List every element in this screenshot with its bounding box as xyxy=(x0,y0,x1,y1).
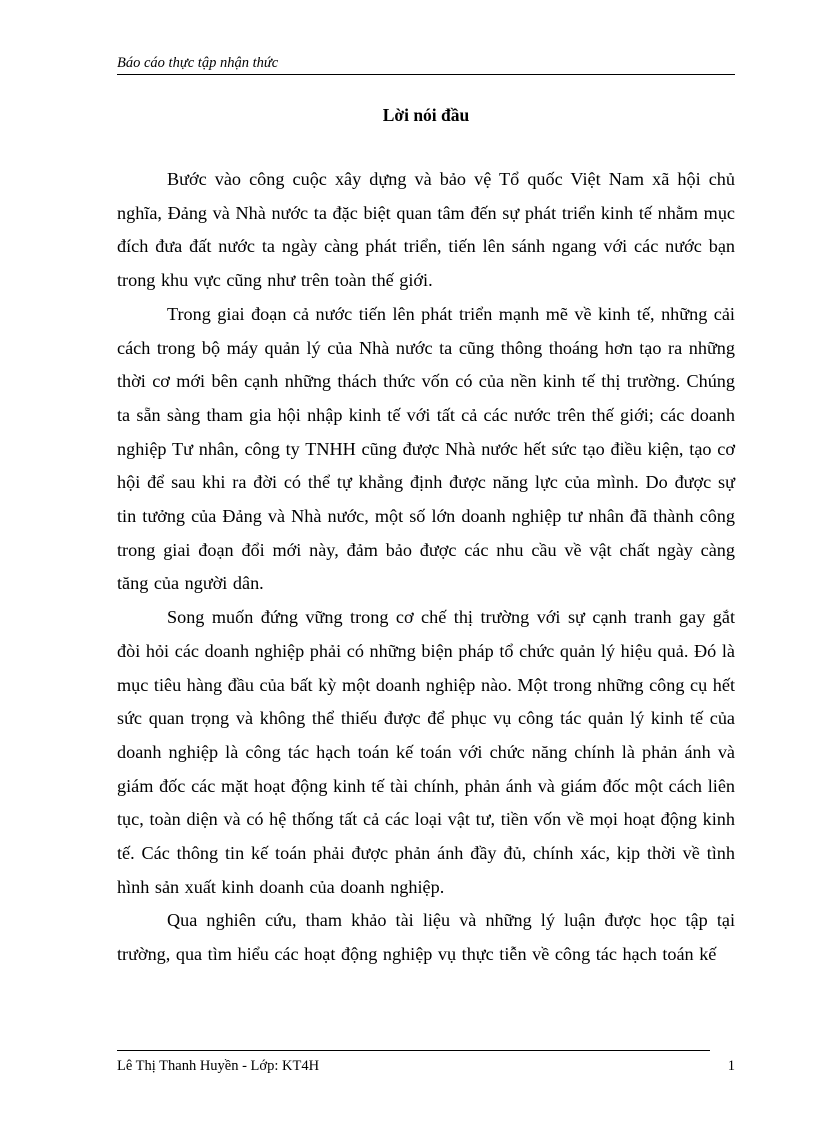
paragraph-1: Bước vào công cuộc xây dựng và bảo vệ Tổ quốc Việt Nam xã hội chủ nghĩa, Đảng và Nhà nước ta đặc biệt quan tâm đến sự phát triển kinh tế nhằm mục đích đưa đất nước ta ngày càng phát triển, tiến lên sánh ngang với các nước bạn trong khu vực cũng như trên toàn thế giới. xyxy=(117,169,735,291)
running-title: Báo cáo thực tập nhận thức xyxy=(117,55,279,71)
paragraph-3: Song muốn đứng vững trong cơ chế thị trường với sự cạnh tranh gay gắt đòi hỏi các doanh nghiệp phải có những biện pháp tổ chức quản lý hiệu quả. Đó là mục tiêu hàng đầu của bất kỳ một doanh nghiệp nào. Một trong những công cụ hết sức quan trọng và không thể thiếu được để phục vụ công tác quản lý kinh tế của doanh nghiệp là công tác hạch toán kế toán với chức năng chính là phản ánh và giám đốc các mặt hoạt động kinh tế tài chính, phản ánh và giám đốc một cách liên tục, toàn diện và có hệ thống tất cả các loại vật tư, tiền vốn về mọi hoạt động kinh tế. Các thông tin kế toán phải được phản ánh đầy đủ, chính xác, kịp thời về tình hình sản xuất kinh doanh của doanh nghiệp. xyxy=(117,607,735,897)
footer-divider xyxy=(117,1050,710,1051)
page-header xyxy=(117,54,735,75)
page-number: 1 xyxy=(727,1058,735,1074)
footer-author: Lê Thị Thanh Huyền - Lớp: KT4H xyxy=(117,1058,320,1074)
paragraph-4: Qua nghiên cứu, tham khảo tài liệu và những lý luận được học tập tại trường, qua tìm hiểu các hoạt động nghiệp vụ thực tiễn về công tác hạch toán kế xyxy=(117,910,735,965)
document-title: Lời nói đầu xyxy=(382,105,470,125)
document-body xyxy=(117,163,735,972)
paragraph-2: Trong giai đoạn cả nước tiến lên phát triển mạnh mẽ về kinh tế, những cải cách trong bộ máy quản lý của Nhà nước ta cũng thông thoáng hơn tạo ra những thời cơ mới bên cạnh những thách thức vốn có của nền kinh tế thị trường. Chúng ta sẵn sàng tham gia hội nhập kinh tế với tất cả các nước trên thế giới; các doanh nghiệp Tư nhân, công ty TNHH cũng được Nhà nước hết sức tạo điều kiện, tạo cơ hội để sau khi ra đời có thể tự khẳng định được năng lực của mình. Do được sự tin tưởng của Đảng và Nhà nước, một số lớn doanh nghiệp tư nhân đã thành công trong giai đoạn đổi mới này, đảm bảo được các nhu cầu về vật chất ngày càng tăng của người dân. xyxy=(117,303,735,594)
